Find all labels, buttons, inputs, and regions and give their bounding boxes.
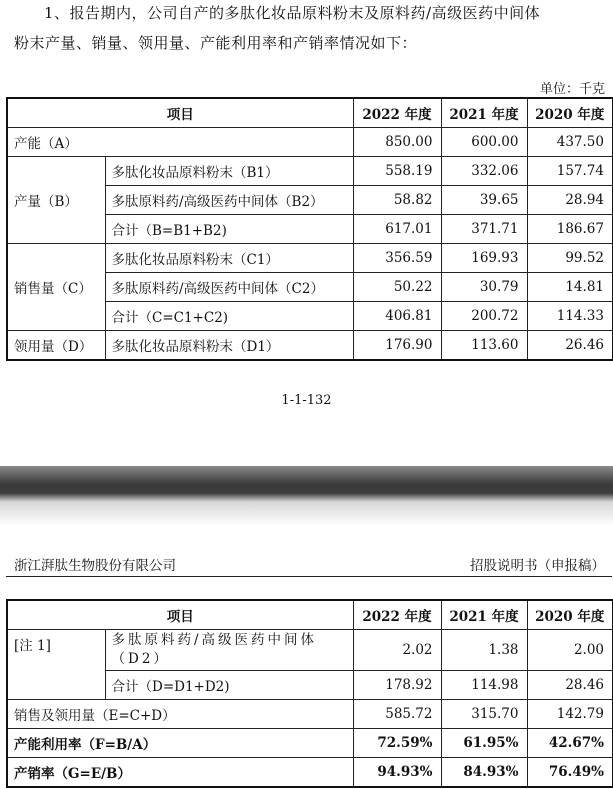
table-row (7, 729, 613, 758)
intro-line-2: 粉末产量、销量、领用量、产能利用率和产销率情况如下： (14, 34, 418, 52)
cell-value: 14.81 (527, 273, 613, 302)
cell-value: 617.01 (353, 215, 441, 244)
cell-value: 169.93 (441, 244, 527, 273)
note-label: [注 1] (7, 630, 105, 700)
row-label: 多肽化妆品原料粉末（D1） (105, 331, 353, 361)
cell-value: 157.74 (527, 157, 613, 186)
cell-value: 76.49% (527, 758, 613, 788)
cell-value: 1.38 (441, 630, 527, 671)
header-2021: 2021 年度 (441, 600, 527, 630)
row-label: 多肽化妆品原料粉末（C1） (105, 244, 353, 273)
table-header-row (7, 98, 613, 128)
header-2021: 2021 年度 (441, 98, 527, 128)
cell-value: 585.72 (353, 700, 441, 729)
cell-value: 42.67% (527, 729, 613, 758)
cell-value: 99.52 (527, 244, 613, 273)
header-2022: 2022 年度 (353, 98, 441, 128)
cell-value: 50.22 (353, 273, 441, 302)
intro-paragraph (14, 0, 604, 58)
cell-value: 84.93% (441, 758, 527, 788)
cell-value: 176.90 (353, 331, 441, 361)
table-row (7, 244, 613, 273)
cell-value: 142.79 (527, 700, 613, 729)
cell-value: 94.93% (353, 758, 441, 788)
table-row (7, 128, 613, 157)
cell-value: 371.71 (441, 215, 527, 244)
cell-value: 850.00 (353, 128, 441, 157)
production-table (6, 97, 613, 361)
header-item: 项目 (7, 98, 353, 128)
table-row (7, 630, 613, 671)
company-name: 浙江湃肽生物股份有限公司 (14, 558, 176, 574)
row-label: 多肽原料药/高级医药中间体（D2） (105, 630, 353, 671)
page-separator (0, 466, 613, 526)
table-header-row (7, 600, 613, 630)
cell-value: 28.46 (527, 671, 613, 700)
row-label: 多肽化妆品原料粉末（B1） (105, 157, 353, 186)
cell-value: 113.60 (441, 331, 527, 361)
cell-value: 406.81 (353, 302, 441, 331)
row-label-utilization: 产能利用率（F=B/A） (7, 729, 353, 758)
row-label: 多肽原料药/高级医药中间体（C2） (105, 273, 353, 302)
page-2 (0, 526, 613, 789)
table-row (7, 157, 613, 186)
cell-value: 28.94 (527, 186, 613, 215)
group-label-sales: 销售量（C） (7, 244, 105, 331)
intro-line-1: 1、报告期内，公司自产的多肽化妆品原料粉末及原料药/高级医药中间体 (44, 4, 541, 22)
table-row (7, 700, 613, 729)
row-label-sell-through: 产销率（G=E/B） (7, 758, 353, 788)
row-label: 合计（B=B1+B2) (105, 215, 353, 244)
cell-value: 186.67 (527, 215, 613, 244)
production-table-continued (6, 599, 613, 788)
row-label: 合计（C=C1+C2) (105, 302, 353, 331)
cell-value: 114.98 (441, 671, 527, 700)
cell-value: 26.46 (527, 331, 613, 361)
header-2022: 2022 年度 (353, 600, 441, 630)
cell-value: 72.59% (353, 729, 441, 758)
row-label: 合计（D=D1+D2) (105, 671, 353, 700)
cell-value: 30.79 (441, 273, 527, 302)
document-title: 招股说明书（申报稿） (470, 558, 605, 574)
page-number: 1-1-132 (281, 393, 332, 408)
group-label-production: 产量（B） (7, 157, 105, 244)
header-2020: 2020 年度 (527, 600, 613, 630)
cell-value: 315.70 (441, 700, 527, 729)
cell-value: 332.06 (441, 157, 527, 186)
table-row (7, 758, 613, 788)
cell-value: 200.72 (441, 302, 527, 331)
cell-value: 58.82 (353, 186, 441, 215)
cell-value: 114.33 (527, 302, 613, 331)
cell-value: 356.59 (353, 244, 441, 273)
cell-value: 2.00 (527, 630, 613, 671)
row-label-sales-usage: 销售及领用量（E=C+D） (7, 700, 353, 729)
cell-value: 2.02 (353, 630, 441, 671)
cell-value: 61.95% (441, 729, 527, 758)
cell-value: 558.19 (353, 157, 441, 186)
table-row (7, 331, 613, 361)
header-item: 项目 (7, 600, 353, 630)
group-label-usage: 领用量（D） (7, 331, 105, 361)
cell-value: 39.65 (441, 186, 527, 215)
header-2020: 2020 年度 (527, 98, 613, 128)
header-rule (6, 576, 612, 577)
unit-label: 单位：千克 (539, 82, 605, 97)
row-label-capacity: 产能（A） (7, 128, 353, 157)
cell-value: 178.92 (353, 671, 441, 700)
cell-value: 600.00 (441, 128, 527, 157)
cell-value: 437.50 (527, 128, 613, 157)
row-label: 多肽原料药/高级医药中间体（B2） (105, 186, 353, 215)
